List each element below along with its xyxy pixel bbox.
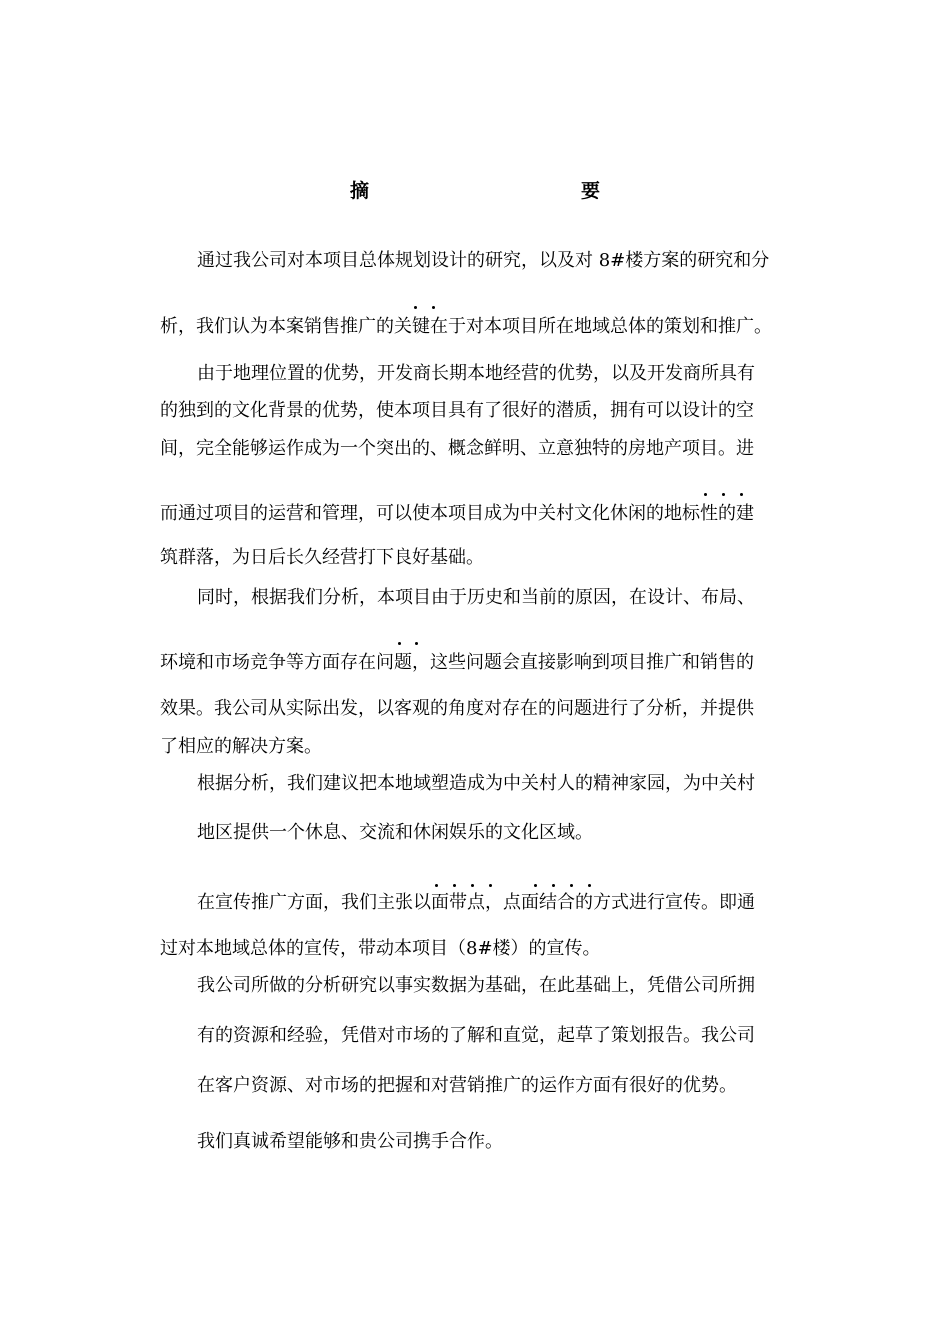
paragraph-line: 间，完全能够运作成为一个突出的、概念鲜明、立意独特的房地产项目。进 (160, 438, 754, 459)
paragraph-line: 根据分析，我们建议把本地域塑造成为中关村人的精神家园，为中关村 (197, 773, 755, 794)
paragraph-line: 效果。我公司从实际出发，以客观的角度对存在的问题进行了分析，并提供 (160, 698, 754, 719)
paragraph-line: 地区提供一个休息、交流和休闲娱乐的文化区域。 (197, 822, 593, 843)
paragraph-line: 环境和市场竞争等方面存在问题，这些问题会直接影响到项目推广和销售的 (160, 652, 754, 673)
paragraph-line: 在宣传推广方面，我们主张以面带点，点面结合的方式进行宣传。即通 (197, 892, 755, 913)
paragraph-line: 筑群落，为日后长久经营打下良好基础。 (160, 547, 484, 568)
paragraph-line: 了相应的解决方案。 (160, 736, 322, 757)
paragraph-line: 我公司所做的分析研究以事实数据为基础，在此基础上，凭借公司所拥 (197, 975, 755, 996)
emphasis-dot (415, 642, 418, 645)
emphasis-dot (398, 642, 401, 645)
paragraph-line: 析，我们认为本案销售推广的关键在于对本项目所在地域总体的策划和推广。 (160, 316, 772, 337)
emphasis-dot (570, 884, 573, 887)
emphasis-dot (489, 884, 492, 887)
paragraph-line: 同时，根据我们分析，本项目由于历史和当前的原因，在设计、布局、 (197, 587, 755, 608)
emphasis-dot (414, 306, 417, 309)
page-title: 摘 要 (349, 180, 658, 202)
emphasis-dot (704, 493, 707, 496)
paragraph-line: 通过我公司对本项目总体规划设计的研究，以及对 8#楼方案的研究和分 (197, 250, 770, 271)
emphasis-dot (740, 493, 743, 496)
paragraph-line: 在客户资源、对市场的把握和对营销推广的运作方面有很好的优势。 (197, 1075, 737, 1096)
emphasis-dot (552, 884, 555, 887)
emphasis-dot (722, 493, 725, 496)
emphasis-dot (432, 306, 435, 309)
paragraph-line: 有的资源和经验，凭借对市场的了解和直觉，起草了策划报告。我公司 (197, 1025, 755, 1046)
emphasis-dot (435, 884, 438, 887)
paragraph-line: 由于地理位置的优势，开发商长期本地经营的优势，以及开发商所具有 (197, 363, 755, 384)
paragraph-line: 而通过项目的运营和管理，可以使本项目成为中关村文化休闲的地标性的建 (160, 503, 754, 524)
emphasis-dot (471, 884, 474, 887)
paragraph-line: 过对本地域总体的宣传，带动本项目（8#楼）的宣传。 (160, 938, 601, 959)
paragraph-line: 的独到的文化背景的优势，使本项目具有了很好的潜质，拥有可以设计的空 (160, 400, 754, 421)
emphasis-dot (453, 884, 456, 887)
emphasis-dot (588, 884, 591, 887)
paragraph-line: 我们真诚希望能够和贵公司携手合作。 (197, 1131, 503, 1152)
emphasis-dot (534, 884, 537, 887)
